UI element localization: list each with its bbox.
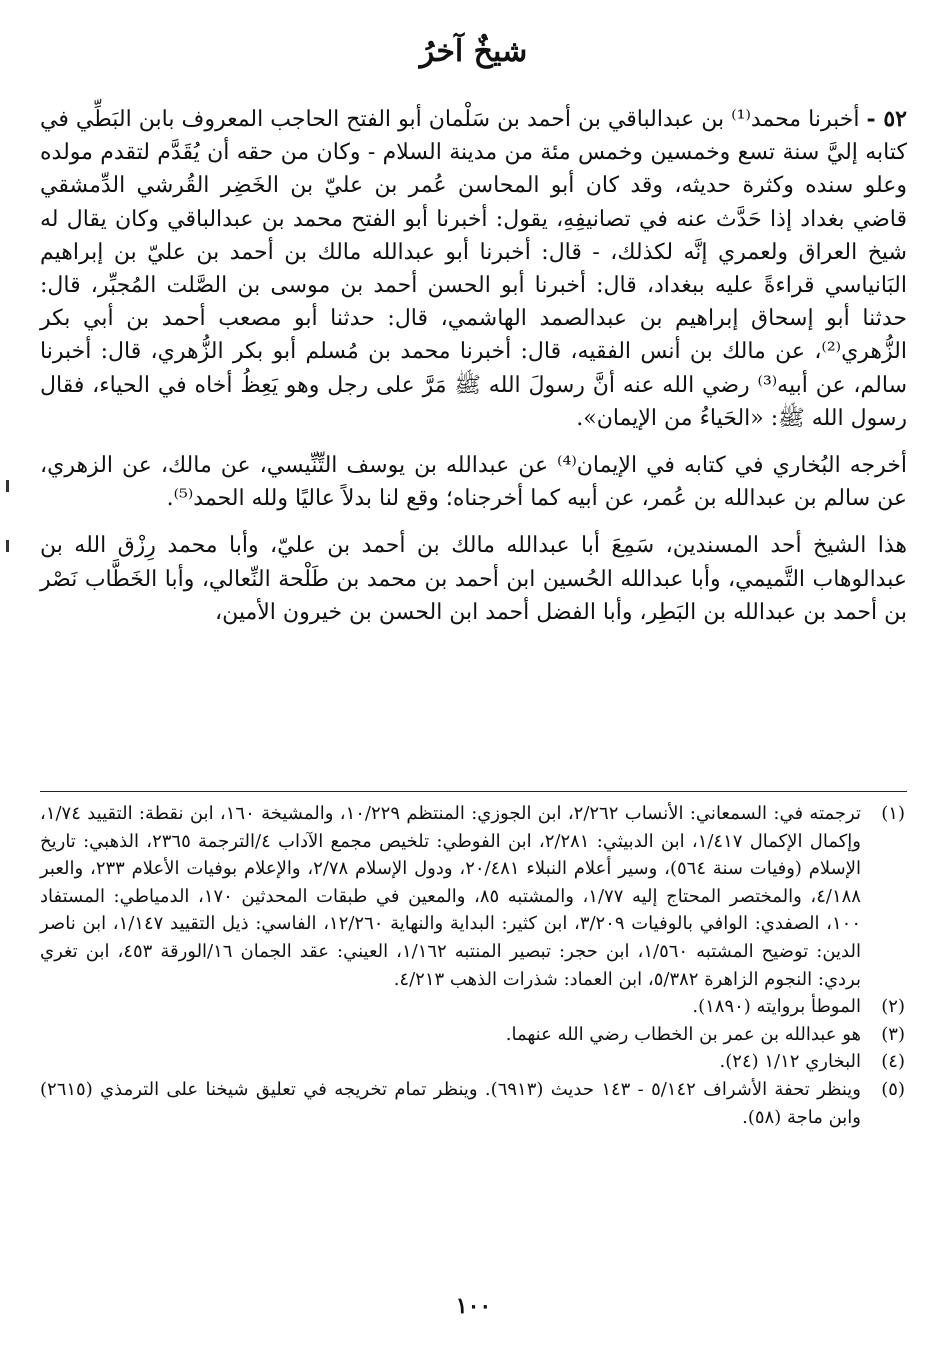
footnote-text: هو عبدالله بن عمر بن الخطاب رضي الله عنهما. [505,1023,861,1045]
biography-paragraph: هذا الشيخ أحد المسندين، سَمِعَ أبا عبدالله مالك بن أحمد بن عليّ، وأبا محمد رِزْق الله بن عبدالوهاب التَّميمي، وأبا عبدالله الحُسين ابن أحمد بن محمد بن طَلْحة النِّعالي، وأبا الخَطَّاب نَصْر بن أحمد بن عبدالله بن البَطِر، وأبا الفضل أحمد ابن الحسن بن خيرون الأمين، [40,533,907,625]
main-text [40,103,907,629]
footnotes [40,800,907,1131]
book-page [40,0,907,1345]
footnote-text: البخاري ١/١٢ (٢٤). [719,1051,861,1073]
footnote-text: الموطأ بروايته (١٨٩٠). [692,996,861,1018]
page-number: ١٠٠ [455,1293,492,1319]
hadith-paragraph [40,103,907,435]
footnote-item [40,800,907,993]
footnote-label: (٢) [881,996,905,1018]
footnote-label: (٤) [881,1051,905,1073]
footnote-text: وينظر تحفة الأشراف ٥/١٤٢ - ١٤٣ حديث (٦٩١٣). وينظر تمام تخريجه في تعليق شيخنا على الترمذي (٢٦١٥) وابن ماجة (٥٨). [40,1078,861,1128]
scan-edge-mark [6,540,9,552]
footnote-label: (٥) [881,1078,905,1100]
footnote-item [40,1021,907,1049]
entry-number: ٥٢ - [866,106,907,132]
section-title: شيخٌ آخرُ [419,34,528,69]
scan-edge-mark [6,480,9,492]
footnote-divider [40,791,907,792]
footnote-item [40,1048,907,1076]
footnote-item [40,993,907,1021]
footnote-label: (١) [881,803,905,824]
hadith-text: أخبرنا محمد⁽¹⁾ بن عبدالباقي بن أحمد بن سَلْمان أبو الفتح الحاجب المعروف بابن البَطِّي في كتابه إليَّ سنة تسع وخمسين وخمس مئة من مدينة السلام - وكان من حقه أن يُقَدَّم لتقدم مولده وعلو سنده وكثرة حديثه، وقد كان أبو المحاسن عُمر بن عليّ بن الخَضِر القُرشي الدِّمشقي قاضي بغداد إذا حَدَّث عنه في تصانيفِهِ، يقول: أخبرنا أبو الفتح محمد بن عبدالباقي وكان يقال له شيخ العراق ولعمري إنَّه لكذلك، - قال: أخبرنا أبو عبدالله مالك بن أحمد بن عليّ بن إبراهيم البَانياسي قراءةً عليه ببغداد، قال: أخبرنا أبو الحسن أحمد بن موسى بن الصَّلت المُجبِّر، قال: حدثنا أبو إسحاق إبراهيم بن عبدالصمد الهاشمي، قال: حدثنا أبو مصعب أحمد بن أبي بكر الزُّهري⁽²⁾، عن مالك بن أنس الفقيه، قال: أخبرنا محمد بن مُسلم أبو بكر الزُّهري، قال: أخبرنا سالم، عن أبيه⁽³⁾ رضي الله عنه أنَّ رسولَ الله ﷺ مَرَّ على رجل وهو يَعِظُ أخاه في الحياء، فقال رسول الله ﷺ: «الحَياءُ من الإيمان». [40,107,908,431]
footnote-label: (٣) [881,1023,905,1045]
footnote-item [40,1076,907,1131]
takhrij-paragraph: أخرجه البُخاري في كتابه في الإيمان⁽⁴⁾ عن عبدالله بن يوسف التِّنِّيسي، عن مالك، عن الزهري، عن سالم بن عبدالله بن عُمر، عن أبيه كما أخرجناه؛ وقع لنا بدلاً عاليًا ولله الحمد⁽⁵⁾. [40,453,907,512]
footnote-text: ترجمته في: السمعاني: الأنساب ٢/٢٦٢، ابن الجوزي: المنتظم ١٠/٢٢٩، والمشيخة ١٦٠، ابن نقطة: التقييد ١/٧٤، وإكمال الإكمال ١/٤١٧، ابن الدبيثي: ٢/٢٨١، ابن الفوطي: تلخيص مجمع الآداب ٤/الترجمة ٢٣٦٥، الذهبي: تاريخ الإسلام (وفيات سنة ٥٦٤)، وسير أعلام النبلاء ٢٠/٤٨١، ودول الإسلام ٢/٧٨، والإعلام بوفيات الأعلام ٢٣٣، والعبر ٤/١٨٨، والمختصر المحتاج إليه ١/٧٧، والمشتبه ٨٥، والمعين في طبقات المحدثين ١٧٠، الدمياطي: المستفاد ١٠٠، الصفدي: الوافي بالوفيات ٣/٢٠٩، ابن كثير: البداية والنهاية ١٢/٢٦٠، الفاسي: ذيل التقييد ١/١٤٧، ابن ناصر الدين: توضيح المشتبه ١/٥٦٠، ابن حجر: تبصير المنتبه ١/١٦٢، العيني: عقد الجمان ١٦/الورقة ٤٥٣، ابن تغري بردي: النجوم الزاهرة ٥/٣٨٢، ابن العماد: شذرات الذهب ٤/٢١٣. [40,803,862,990]
